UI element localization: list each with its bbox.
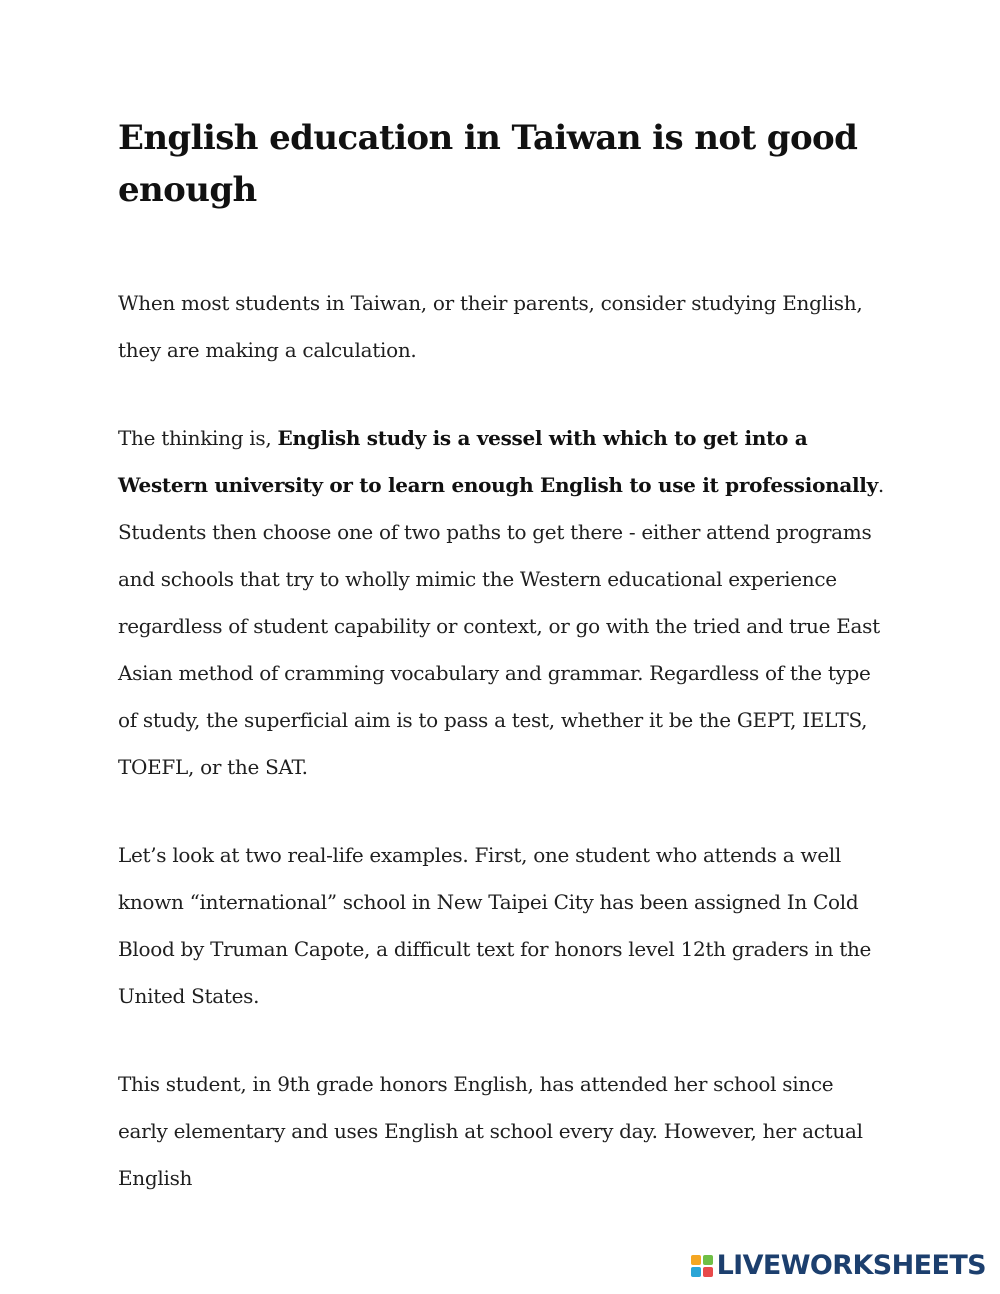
brand-wordmark: LIVEWORKSHEETS [716, 1250, 986, 1281]
paragraph-3: Let’s look at two real-life examples. First, one student who attends a well known “international” school in New Taipei City has been assigned In Cold Blood by Truman Capote, a difficult text for honors level 12th graders in the United States. [118, 843, 872, 1008]
paragraph-2-bold: English study is a vessel with which to get into a Western university or to learn enough English to use it professionally [118, 426, 878, 497]
paragraph-4: This student, in 9th grade honors English, has attended her school since early elementary and uses English at school every day. However, her actual English [118, 1072, 863, 1190]
paragraph-2 [118, 415, 888, 791]
liveworksheets-brand [691, 1252, 986, 1280]
logo-square-1 [691, 1255, 701, 1265]
paragraph-2-lead: The thinking is, [118, 426, 278, 450]
logo-square-2 [703, 1255, 713, 1265]
article-body [118, 280, 888, 1202]
paragraph-1: When most students in Taiwan, or their parents, consider studying English, they are making a calculation. [118, 291, 863, 362]
liveworksheets-logo-icon [691, 1255, 713, 1277]
paragraph-2-rest: . Students then choose one of two paths to get there - either attend programs and schools that try to wholly mimic the Western educational experience regardless of student capability or context, or go with the tried and true East Asian method of cramming vocabulary and grammar. Regardless of the type of study, the superficial aim is to pass a test, whether it be the GEPT, IELTS, TOEFL, or the SAT. [118, 473, 884, 779]
article-title: English education in Taiwan is not good enough [118, 118, 858, 210]
logo-square-4 [703, 1267, 713, 1277]
logo-square-3 [691, 1267, 701, 1277]
document-page [118, 112, 888, 1243]
